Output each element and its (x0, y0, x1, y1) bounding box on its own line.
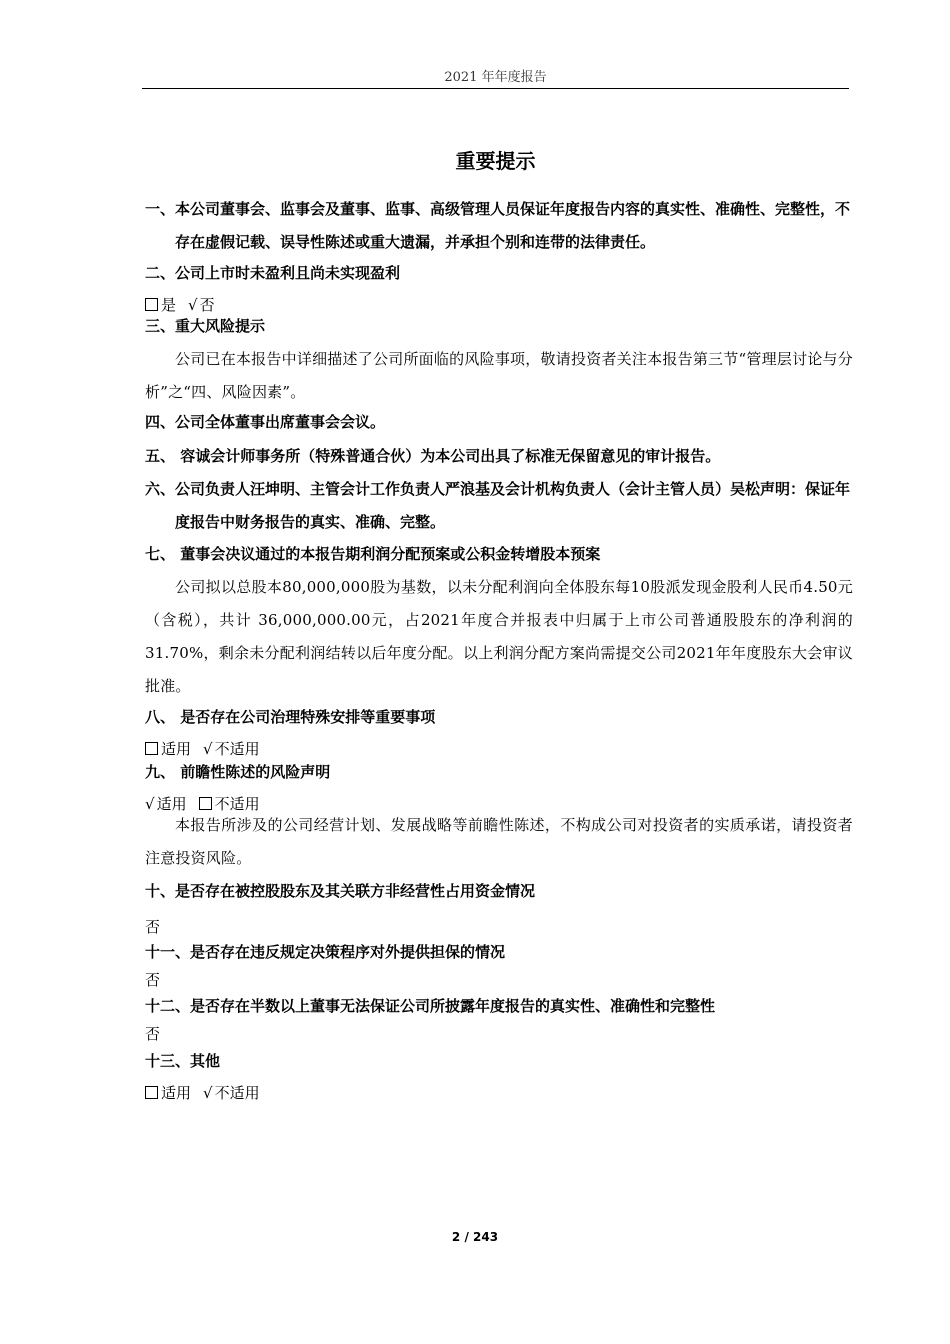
option-label: 适用 (161, 1084, 192, 1102)
option-label: 适用 (156, 795, 187, 813)
option-label: 不适用 (214, 1084, 260, 1102)
section-5-text: 五、 容诚会计师事务所（特殊普通合伙）为本公司出具了标准无保留意见的审计报告。 (145, 447, 721, 465)
unchecked-box-icon (145, 1086, 158, 1099)
section-1 (145, 193, 853, 259)
section-7-heading: 七、 董事会决议通过的本报告期利润分配预案或公积金转增股本预案 (145, 545, 601, 563)
section-9 (145, 756, 853, 875)
checkmark-icon: √ (203, 1084, 213, 1102)
checkmark-icon: √ (203, 740, 213, 758)
section-5 (145, 440, 853, 473)
unchecked-box-icon (145, 742, 158, 755)
section-8 (145, 701, 853, 760)
section-3-body: 公司已在本报告中详细描述了公司所面临的风险事项，敬请投资者关注本报告第三节“管理层讨论与分析”之“四、风险因素”。 (145, 350, 853, 401)
section-13 (145, 1045, 853, 1104)
section-12 (145, 990, 853, 1045)
section-13-options (145, 1082, 853, 1104)
option-label: 是 (161, 296, 177, 314)
header-rule (142, 88, 849, 89)
checkmark-icon: √ (145, 795, 155, 813)
page-number: 2 / 243 (451, 1230, 499, 1244)
section-10-answer: 否 (145, 918, 161, 936)
section-9-heading: 九、 前瞻性陈述的风险声明 (145, 763, 331, 781)
section-7 (145, 538, 853, 703)
section-1-text: 一、本公司董事会、监事会及董事、监事、高级管理人员保证年度报告内容的真实性、准确性、完整性，不存在虚假记载、误导性陈述或重大遗漏，并承担个别和连带的法律责任。 (145, 200, 851, 251)
section-2 (145, 257, 853, 316)
section-6-text: 六、公司负责人汪坤明、主管会计工作负责人严浪基及会计机构负责人（会计主管人员）吴松声明：保证年度报告中财务报告的真实、准确、完整。 (145, 480, 851, 531)
section-7-body: 公司拟以总股本80,000,000股为基数，以未分配利润向全体股东每10股派发现金股利人民币4.50元（含税），共计 36,000,000.00元，占2021年度合并报表中归属于上市公司普通股股东的净利润的31.70%，剩余未分配利润结转以后年度分配。以上利润分配方案尚需提交公司2021年年度股东大会审议批准。 (145, 578, 853, 695)
section-3-heading: 三、重大风险提示 (145, 317, 266, 335)
checkmark-icon: √ (188, 296, 198, 314)
section-2-heading: 二、公司上市时未盈利且尚未实现盈利 (145, 264, 401, 282)
section-11-heading: 十一、是否存在违反规定决策程序对外提供担保的情况 (145, 943, 506, 961)
section-13-heading: 十三、其他 (145, 1052, 221, 1070)
section-10 (145, 875, 853, 938)
section-12-answer: 否 (145, 1025, 161, 1043)
section-6 (145, 473, 853, 539)
page-title: 重要提示 (455, 149, 536, 173)
section-10-heading: 十、是否存在被控股股东及其关联方非经营性占用资金情况 (145, 882, 536, 900)
section-3 (145, 310, 853, 409)
section-4-text: 四、公司全体董事出席董事会会议。 (145, 413, 386, 431)
option-label: 适用 (161, 740, 192, 758)
option-label: 不适用 (214, 795, 260, 813)
option-label: 否 (199, 296, 215, 314)
section-12-heading: 十二、是否存在半数以上董事无法保证公司所披露年度报告的真实性、准确性和完整性 (145, 997, 716, 1015)
section-11 (145, 936, 853, 991)
option-label: 不适用 (214, 740, 260, 758)
section-9-body: 本报告所涉及的公司经营计划、发展战略等前瞻性陈述，不构成公司对投资者的实质承诺，请投资者注意投资风险。 (145, 816, 853, 867)
section-4 (145, 406, 853, 439)
section-11-answer: 否 (145, 971, 161, 989)
running-header: 2021 年年度报告 (444, 70, 547, 85)
section-8-heading: 八、 是否存在公司治理特殊安排等重要事项 (145, 708, 436, 726)
